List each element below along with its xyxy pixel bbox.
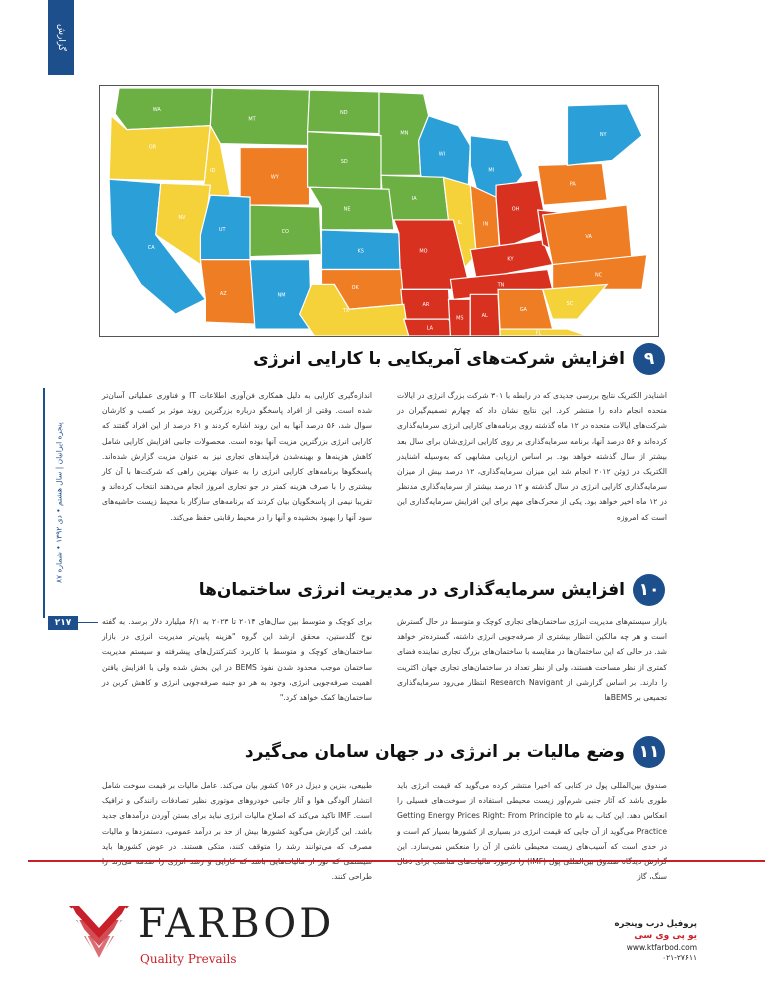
state-label-co: CO — [281, 228, 289, 235]
page-number-rule — [78, 622, 98, 623]
state-label-va: VA — [585, 234, 592, 241]
advert-block — [597, 919, 697, 962]
state-label-mn: MN — [400, 130, 409, 137]
state-label-ms: MS — [456, 315, 464, 322]
state-label-nd: ND — [340, 109, 348, 116]
advert-title: پروفیل درب وپنجره — [614, 919, 697, 929]
state-label-mt: MT — [248, 116, 256, 123]
section-9-column-left: اندازه‌گیری کارایی به دلیل همکاری فن‌آوری اطلاعات IT و فناوری عملیاتی آسان‌تر شده است. وقتی از افراد پاسخگو درباره بزرگترین روند موثر بر کسب و کارشان سوال شد، ۵۶ درصد آنها به این روند اشاره کردند و ۶۱ درصد از این افراد گفتند که کارایی انرژی بزرگترین مزیت آنها بوده است. محصولات جانبی افزایش کارایی شامل کاهش هزینه‌ها و بهینه‌شدن فرآیندهای تجاری نیز به عنوان مزیت گزارش شده‌اند. پاسخگوها برنامه‌های کارایی انرژی را به عنوان بهترین راهی که شرکت‌ها با آن کار بیشتری را با صرف هزینه کمتر در جو تجاری امروز انجام می‌دهند انتخاب کرده‌اند و تقریبا نیمی از پاسخگویان بیان کردند که برنامه‌های سازگار با محیط زیست حاشیه‌های سود آنها را بهبود بخشیده و آنها را در محیط رقابتی حفظ می‌کند. — [102, 391, 372, 522]
brand-wordmark: FARBOD — [138, 901, 335, 947]
state-label-tx: TX — [342, 307, 350, 314]
state-label-fl: FL — [535, 330, 542, 336]
farbod-logo-icon — [64, 898, 134, 968]
section-number-badge: ۱۱ — [633, 736, 665, 768]
us-state-map — [100, 86, 658, 336]
section-10-column-right: بازار سیستم‌های مدیریت انرژی ساختمان‌های تجاری کوچک و متوسط در حال گسترش است و هر چه مالکین انتظار بیشتری از صرفه‌جویی انرژی داشته، گسترده‌تر خواهد شد. در حالی که این ساختمان‌ها در مقایسه با ساختمان‌های بزرگ تجاری نماینده فضای کمتری از نظر مساحت هستند، ولی از نظر تعداد در ساختمان‌های تجاری جهان اکثریت را دارند. بر اساس گزارشی از Research Navigant انتظار می‌رود سرمایه‌گذاری تجمیعی بر BEMSها — [397, 617, 667, 703]
section-heading-11 — [245, 736, 665, 768]
section-11-column-right: صندوق بین‌المللی پول در کتابی که اخیرا منتشر کرده می‌گوید که قیمت انرژی باید طوری باشد که آثار جنبی شرم‌آور زیست محیطی استفاده از سوخت‌های فسیلی را انعکاس دهد. این کتاب به نام Getting Energy Prices Right: From Principle to Practice می‌گوید از آن جایی که قیمت انرژی در بسیاری از کشورها بسیار کم است و در حدی است که آسیب‌های زیست محیطی ناشی از آن را منعکس نمی‌سازد. این سنگ، گاز — [397, 781, 667, 882]
state-ne — [310, 187, 394, 230]
advert-url[interactable]: www.ktfarbod.com — [626, 943, 697, 952]
state-label-nc: NC — [594, 272, 603, 279]
state-label-az: AZ — [219, 290, 227, 297]
section-number-badge: ۱۰ — [633, 574, 665, 606]
section-title: افزایش شرکت‌های آمریکایی با کارایی انرژی — [253, 349, 625, 369]
state-label-la: LA — [426, 325, 434, 332]
state-label-ca: CA — [147, 245, 155, 252]
section-tab-label: گزارش — [56, 23, 66, 52]
section-heading-9 — [253, 343, 665, 375]
section-11-column-left: طبیعی، بنزین و دیزل در ۱۵۶ کشور بیان می‌کند. عامل مالیات بر قیمت سوخت شامل انتشار آلودگی هوا و آثار جانبی خودروهای موتوری نظیر تصادفات رانندگی و ترافیک است. IMF تاکید می‌کند که اصلاح مالیات انرژی نباید برای بستن آوردن درآمدهای جدید باشد. این گزارش می‌گوید کشورها بیش از حد بر درآمد عمومی، دستمزدها و مالیات مصرف که می‌توانند رشد را متوقف کنند، متکی هستند. در عوض کشورها باید طراحی کنند. — [102, 781, 373, 882]
state-mt — [210, 88, 309, 146]
state-label-ne: NE — [343, 206, 351, 213]
section-number-badge: ۹ — [633, 343, 665, 375]
state-label-wy: WY — [270, 174, 279, 181]
state-label-nm: NM — [277, 292, 286, 299]
state-label-id: ID — [210, 168, 216, 175]
state-label-ar: AR — [422, 302, 430, 309]
section-title: وضع مالیات بر انرژی در جهان سامان می‌گیرد — [244, 742, 625, 762]
state-label-ok: OK — [351, 284, 359, 291]
us-map-figure — [99, 85, 659, 337]
advert-subtitle: یو پی وی سی — [634, 931, 697, 941]
state-label-al: AL — [481, 313, 488, 320]
state-label-in: IN — [483, 221, 489, 228]
state-label-pa: PA — [569, 181, 576, 188]
issue-info: پنجره ایرانیان | سال هشتم • دی ۱۳۹۲ • شماره ۸۷ — [54, 422, 64, 583]
section-9-column-right: اشنایدر الکتریک نتایج بررسی جدیدی که در رابطه با ۳۰۱ شرکت بزرگ انرژی در ایالات متحده انجام داده را منتشر کرد. این نتایج نشان داد که چهارم تصمیم‌گیران در شرکت‌های ایالات متحده در ۱۲ ماه گذشته روی برنامه‌های کارایی انرژی سرمایه‌گذاری کرده‌اند و ۵۶ درصد آنها، برنامه سرمایه‌گذاری بر روی کارایی انرژی‌شان برای سال بعد بیشتر از سال گذشته خواهد بود. بر اساس ارزیابی مشابهی که به‌وسیله اشنایدر الکتریک در ژوئن ۲۰۱۲ انجام شد این میزان سرمایه‌گذاری، ۱۲ درصد بیش از میزان سرمایه‌گذاری کارایی انرژی در سال گذشته و ۱۲ درصد بیشتر از سرمایه‌گذاری مدنظر در ۱۲ ماه اخیر خواهد بود. یکی از محرک‌های مهم برای این افزایش سرمایه‌گذاری این است که امروزه — [397, 391, 668, 522]
state-label-ky: KY — [507, 256, 514, 263]
state-sc — [543, 284, 607, 319]
state-label-mo: MO — [419, 248, 428, 255]
state-az — [200, 260, 255, 324]
section-heading-10 — [199, 574, 665, 606]
state-label-nv: NV — [178, 214, 186, 221]
state-label-il: IL — [457, 219, 462, 226]
state-label-wa: WA — [152, 107, 161, 113]
state-label-tn: TN — [497, 282, 505, 289]
state-label-ny: NY — [599, 132, 607, 139]
page-number: ۲۱۷ — [48, 616, 78, 630]
advert-phone: ۰۲۱-۲۷۶۱۱ — [662, 953, 697, 962]
state-label-wi: WI — [438, 151, 446, 158]
state-label-or: OR — [148, 144, 157, 151]
section-title: افزایش سرمایه‌گذاری در مدیریت انرژی ساختمان‌ها — [198, 580, 625, 600]
state-label-ks: KS — [357, 248, 364, 255]
state-label-ut: UT — [218, 227, 226, 234]
state-label-sc: SC — [566, 301, 574, 308]
side-rule — [43, 388, 45, 618]
footer-divider — [28, 860, 765, 862]
section-tab — [48, 0, 74, 75]
section-10-column-left: برای کوچک و متوسط بین سال‌های ۲۰۱۴ تا ۲۰۲۳ به ۶/۱ میلیارد دلار برسد. به گفته نوح گلدستین، محقق ارشد این گروه "هزینه پایین‌تر مدیریت انرژی در بازار ساختمان‌های کوچک و متوسط با کاربرد کنترکنترل‌های پیشرفته و سیستم مدیریت ساختمان موجب محدود شدن نفوذ BEMS در این بخش شده ولی با افزایش یافتن اهمیت صرفه‌جویی انرژی، وجود به هر دو جنبه صرفه‌جویی انرژی و کاهش کربن در ساختمان‌ها کمک خواهد کرد." — [102, 617, 373, 703]
state-label-ga: GA — [519, 307, 527, 314]
brand-tagline: Quality Prevails — [140, 952, 237, 966]
state-label-sd: SD — [340, 158, 348, 165]
state-label-mi: MI — [488, 167, 495, 174]
state-wa — [115, 88, 212, 130]
state-label-ia: IA — [411, 196, 417, 203]
state-label-oh: OH — [511, 206, 520, 213]
state-fl — [500, 329, 587, 336]
